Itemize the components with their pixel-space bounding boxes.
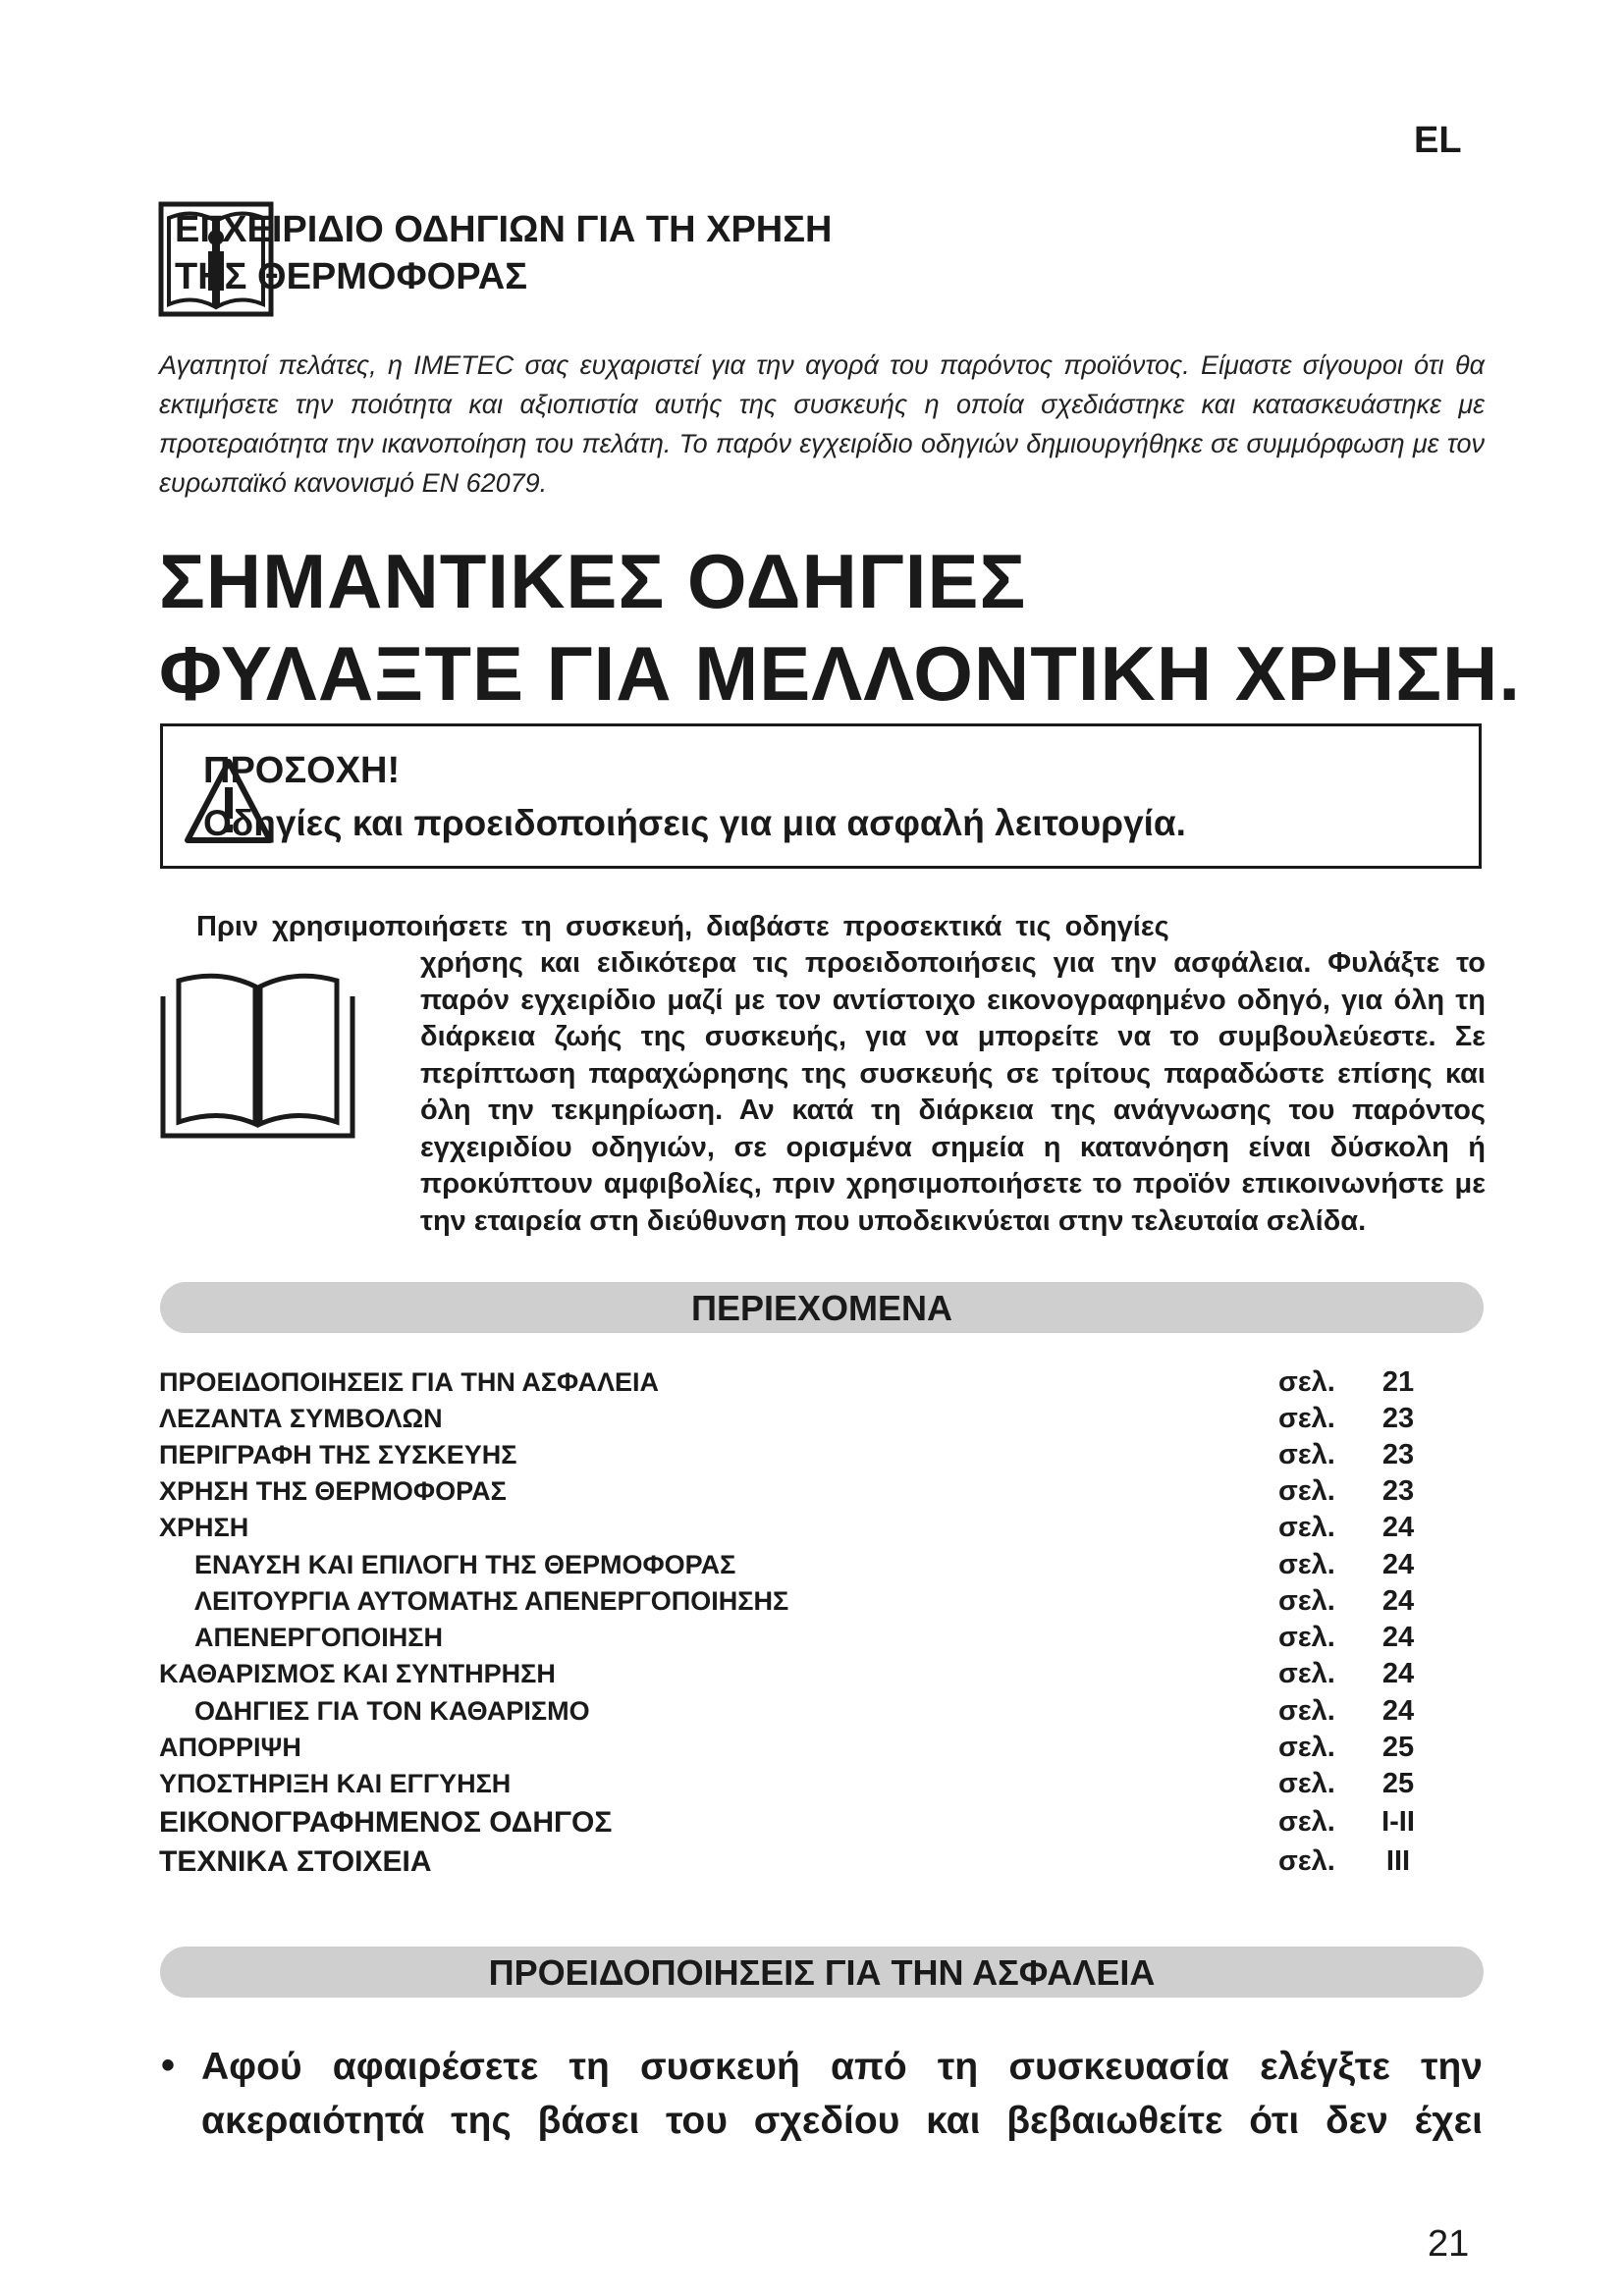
language-code: EL	[1414, 120, 1462, 161]
toc-item-sel: σελ.	[1278, 1845, 1335, 1877]
toc-item-name[interactable]: ΠΕΡΙΓΡΑΦΗ ΤΗΣ ΣΥΣΚΕΥΗΣ	[159, 1440, 517, 1469]
toc-item-name[interactable]: ΕΝΑΥΣΗ ΚΑΙ ΕΠΙΛΟΓΗ ΤΗΣ ΘΕΡΜΟΦΟΡΑΣ	[194, 1550, 736, 1579]
toc-item-page: 24	[1381, 1695, 1415, 1727]
toc-item-sel: σελ.	[1278, 1695, 1335, 1727]
toc-item-sel: σελ.	[1278, 1366, 1335, 1398]
toc-item-sel: σελ.	[1278, 1512, 1335, 1543]
toc-item-sel: σελ.	[1278, 1475, 1335, 1507]
toc-item-page: 24	[1381, 1658, 1415, 1689]
manual-title	[175, 206, 832, 300]
manual-title-line2: ΤΗΣ ΘΕΡΜΟΦΟΡΑΣ	[175, 256, 527, 297]
toc-item-sel: σελ.	[1278, 1806, 1335, 1838]
safety-bullet-text: Αφού αφαιρέσετε τη συσκευή από τη συσκευασία ελέγξτε την ακεραιότητά της βάσει του σχεδίου και βεβαιωθείτε ότι δεν έχει	[201, 2046, 1483, 2142]
toc-item-sel: σελ.	[1278, 1549, 1335, 1580]
toc-item-sel: σελ.	[1278, 1585, 1335, 1617]
warning-title: ΠΡΟΣΟΧΗ!	[203, 750, 401, 791]
toc-item-name[interactable]: ΑΠΟΡΡΙΨΗ	[159, 1733, 301, 1762]
toc-item-sel: σελ.	[1278, 1658, 1335, 1689]
toc-item-sel: σελ.	[1278, 1622, 1335, 1653]
toc-item-name[interactable]: ΥΠΟΣΤΗΡΙΞΗ ΚΑΙ ΕΓΓΥΗΣΗ	[159, 1769, 512, 1798]
toc-item-page: 24	[1381, 1585, 1415, 1617]
contents-heading: ΠΕΡΙΕΧΟΜΕΝΑ	[690, 1288, 953, 1328]
safety-heading: ΠΡΟΕΙΔΟΠΟΙΗΣΕΙΣ ΓΙΑ ΤΗΝ ΑΣΦΑΛΕΙΑ	[488, 1952, 1156, 1993]
toc-item-page: 23	[1381, 1403, 1415, 1434]
toc-item-name[interactable]: ΑΠΕΝΕΡΓΟΠΟΙΗΣΗ	[194, 1623, 443, 1652]
toc-item-sel: σελ.	[1278, 1732, 1335, 1763]
warning-box	[160, 723, 1482, 869]
toc-item-name[interactable]: ΠΡΟΕΙΔΟΠΟΙΗΣΕΙΣ ΓΙΑ ΤΗΝ ΑΣΦΑΛΕΙΑ	[159, 1367, 659, 1397]
important-line1: ΣΗΜΑΝΤΙΚΕΣ ΟΔΗΓΙΕΣ	[159, 538, 1027, 624]
toc-item-name[interactable]: ΧΡΗΣΗ	[159, 1513, 249, 1542]
toc-item-name[interactable]: ΛΕΙΤΟΥΡΓΙΑ ΑΥΤΟΜΑΤΗΣ ΑΠΕΝΕΡΓΟΠΟΙΗΣΗΣ	[194, 1586, 789, 1616]
read-notice-lead: Πριν χρησιμοποιήσετε τη συσκευή, διαβάστε προσεκτικά τις οδηγίες	[196, 911, 1169, 942]
bullet-marker: •	[161, 2044, 176, 2087]
toc-item-page: III	[1385, 1845, 1411, 1877]
toc-item-page: 24	[1381, 1549, 1415, 1580]
toc-item-page: 25	[1381, 1732, 1415, 1763]
toc-item-page: 23	[1381, 1475, 1415, 1507]
open-book-icon	[157, 967, 358, 1144]
important-line2: ΦΥΛΑΞΤΕ ΓΙΑ ΜΕΛΛΟΝΤΙΚΗ ΧΡΗΣΗ.	[159, 630, 1522, 717]
safety-heading-bar	[160, 1947, 1484, 1998]
toc-item-page: 25	[1381, 1768, 1415, 1799]
toc-item-name[interactable]: ΧΡΗΣΗ ΤΗΣ ΘΕΡΜΟΦΟΡΑΣ	[159, 1476, 507, 1506]
toc-item-page: 24	[1381, 1622, 1415, 1653]
contents-heading-bar	[160, 1282, 1484, 1333]
intro-paragraph: Αγαπητοί πελάτες, η IMETEC σας ευχαριστεί για την αγορά του παρόντος προϊόντος. Είμαστε σίγουροι ότι θα εκτιμήσετε την ποιότητα και αξιοπιστία αυτής της συσκευής η οποία σχεδιάστηκε και κατασκευάστηκε με προτεραιότητα την ικανοποίηση του πελάτη. Το παρόν εγχειρίδιο οδηγιών δημιουργήθηκε σε συμμόρφωση με τον ευρωπαϊκό κανονισμό EN 62079.	[159, 350, 1485, 498]
toc-item-name[interactable]: ΛΕΖΑΝΤΑ ΣΥΜΒΟΛΩΝ	[159, 1404, 443, 1433]
toc-item-name[interactable]: ΚΑΘΑΡΙΣΜΟΣ ΚΑΙ ΣΥΝΤΗΡΗΣΗ	[159, 1659, 556, 1688]
page-number: 21	[1428, 2223, 1470, 2265]
toc-item-name[interactable]: ΤΕΧΝΙΚΑ ΣΤΟΙΧΕΙΑ	[159, 1845, 432, 1878]
important-heading	[159, 535, 1521, 720]
toc-item-page: 21	[1381, 1366, 1415, 1398]
toc-item-sel: σελ.	[1278, 1439, 1335, 1470]
toc-item-sel: σελ.	[1278, 1403, 1335, 1434]
read-notice-body: χρήσης και ειδικότερα τις προειδοποιήσεις για την ασφάλεια. Φυλάξτε το παρόν εγχειρίδιο μαζί με τον αντίστοιχο εικονογραφημένο οδηγό, για όλη τη διάρκεια ζωής της συσκευής, για να μπορείτε να το συμβουλεύεστε. Σε περίπτωση παραχώρησης της συσκευής σε τρίτους παραδώστε επίσης και όλη την τεκμηρίωση. Αν κατά τη διάρκεια της ανάγνωσης του παρόντος εγχειριδίου οδηγιών, σε ορισμένα σημεία η κατανόηση είναι δύσκολη ή προκύπτουν αμφιβολίες, πριν χρησιμοποιήσετε το προϊόν επικοινωνήστε με την εταιρεία στη διεύθυνση που υποδεικνύεται στην τελευταία σελίδα.	[420, 947, 1486, 1237]
toc-item-page: I-II	[1381, 1806, 1415, 1838]
manual-title-line1: ΕΓΧΕΙΡΙΔΙΟ ΟΔΗΓΙΩΝ ΓΙΑ ΤΗ ΧΡΗΣΗ	[175, 209, 833, 250]
warning-text: Οδηγίες και προειδοποιήσεις για μια ασφαλή λειτουργία.	[203, 803, 1186, 843]
toc-item-page: 24	[1381, 1512, 1415, 1543]
toc-item-name[interactable]: ΟΔΗΓΙΕΣ ΓΙΑ ΤΟΝ ΚΑΘΑΡΙΣΜΟ	[194, 1696, 590, 1726]
toc-item-sel: σελ.	[1278, 1768, 1335, 1799]
toc-item-page: 23	[1381, 1439, 1415, 1470]
toc-item-name[interactable]: ΕΙΚΟΝΟΓΡΑΦΗΜΕΝΟΣ ΟΔΗΓΟΣ	[159, 1806, 613, 1839]
